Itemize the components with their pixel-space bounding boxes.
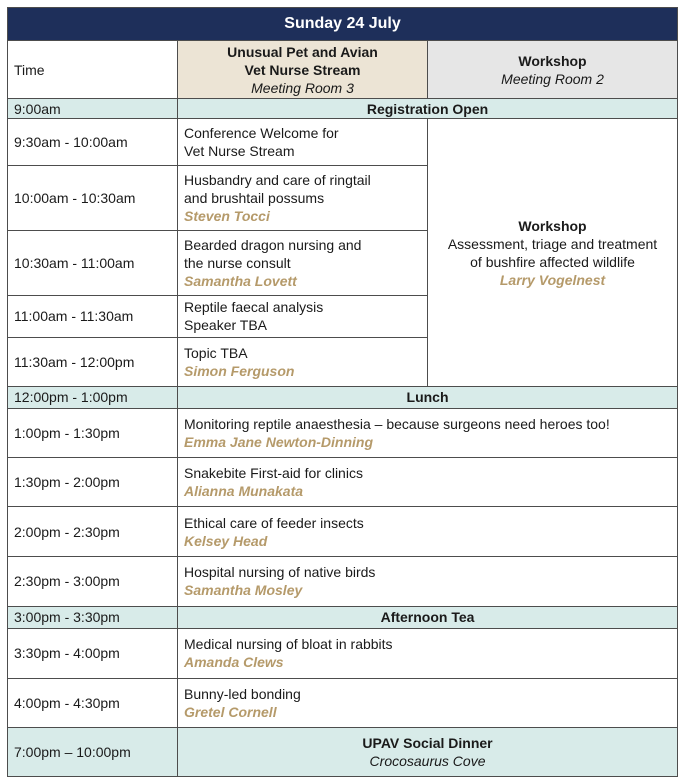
registration-label: Registration Open: [178, 99, 678, 119]
tea-label: Afternoon Tea: [178, 606, 678, 628]
session-time: 1:00pm - 1:30pm: [8, 409, 178, 458]
workshop-title: Workshop: [518, 217, 587, 234]
session-speaker: Steven Tocci: [184, 207, 270, 224]
session-time: 2:30pm - 3:00pm: [8, 557, 178, 607]
session-title-line1: Conference Welcome for: [184, 125, 339, 142]
dinner-cell: [178, 728, 678, 777]
session-speaker: Gretel Cornell: [184, 703, 277, 720]
table-row: [8, 457, 678, 507]
session-speaker: Kelsey Head: [184, 532, 268, 549]
stream-title-line1: Unusual Pet and Avian: [227, 43, 378, 60]
session-time: 1:30pm - 2:00pm: [8, 457, 178, 507]
lunch-time: 12:00pm - 1:00pm: [8, 386, 178, 408]
workshop-room: Meeting Room 2: [501, 70, 604, 87]
session-speaker: Alianna Munakata: [184, 483, 304, 500]
session-time: 10:30am - 11:00am: [8, 230, 178, 295]
session-title-line2: Vet Nurse Stream: [184, 143, 295, 160]
session-speaker: Amanda Clews: [184, 654, 284, 671]
session-title-line2: and brushtail possums: [184, 189, 325, 206]
session-title-line1: Topic TBA: [184, 345, 248, 362]
session-time: 3:30pm - 4:00pm: [8, 628, 178, 678]
workshop-speaker: Larry Vogelnest: [499, 271, 606, 288]
dinner-row: [8, 728, 678, 777]
stream-title-line2: Vet Nurse Stream: [244, 61, 361, 78]
dinner-title: UPAV Social Dinner: [362, 735, 493, 752]
session-title: Hospital nursing of native birds: [184, 564, 376, 581]
session-cell: [178, 557, 678, 607]
time-column-header: Time: [8, 41, 178, 99]
session-cell: [178, 166, 428, 231]
session-speaker: Emma Jane Newton-Dinning: [184, 433, 374, 450]
lunch-label: Lunch: [178, 386, 678, 408]
session-title-line1: Reptile faecal analysis: [184, 299, 324, 316]
session-cell: [178, 457, 678, 507]
table-row: [8, 628, 678, 678]
session-title: Ethical care of feeder insects: [184, 514, 364, 531]
session-cell: [178, 230, 428, 295]
session-cell: [178, 338, 428, 387]
table-row: [8, 557, 678, 607]
session-cell: [178, 409, 678, 458]
session-time: 11:00am - 11:30am: [8, 295, 178, 338]
session-title: Bunny-led bonding: [184, 685, 301, 702]
session-title: Medical nursing of bloat in rabbits: [184, 636, 393, 653]
session-title: Monitoring reptile anaesthesia – because surgeons need heroes too!: [184, 415, 610, 432]
session-time: 4:00pm - 4:30pm: [8, 678, 178, 728]
registration-time: 9:00am: [8, 99, 178, 119]
day-title: Sunday 24 July: [8, 8, 678, 41]
session-title-line1: Husbandry and care of ringtail: [184, 171, 371, 188]
session-cell: [178, 628, 678, 678]
workshop-header-title: Workshop: [518, 52, 587, 69]
session-time: 10:00am - 10:30am: [8, 166, 178, 231]
session-title-line2: Speaker TBA: [184, 317, 268, 334]
session-time: 9:30am - 10:00am: [8, 119, 178, 166]
registration-row: [8, 99, 678, 119]
dinner-venue: Crocosaurus Cove: [369, 753, 486, 770]
session-title-line1: Bearded dragon nursing and: [184, 236, 362, 253]
session-time: 2:00pm - 2:30pm: [8, 507, 178, 557]
lunch-row: [8, 386, 678, 408]
session-speaker: Samantha Lovett: [184, 272, 297, 289]
tea-time: 3:00pm - 3:30pm: [8, 606, 178, 628]
workshop-topic-line1: Assessment, triage and treatment: [447, 235, 658, 252]
workshop-topic-line2: of bushfire affected wildlife: [470, 253, 635, 270]
stream-room: Meeting Room 3: [251, 79, 354, 96]
session-speaker: Samantha Mosley: [184, 582, 303, 599]
session-title-line2: the nurse consult: [184, 254, 291, 271]
session-cell: [178, 295, 428, 338]
session-time: 11:30am - 12:00pm: [8, 338, 178, 387]
table-row: [8, 507, 678, 557]
workshop-column-header: [428, 41, 678, 99]
stream-column-header: [178, 41, 428, 99]
dinner-time: 7:00pm – 10:00pm: [8, 728, 178, 777]
afternoon-tea-row: [8, 606, 678, 628]
table-row: [8, 678, 678, 728]
table-row: [8, 119, 678, 166]
schedule-table: [7, 7, 678, 777]
session-cell: [178, 119, 428, 166]
session-cell: [178, 678, 678, 728]
session-cell: [178, 507, 678, 557]
workshop-session-cell: [428, 119, 678, 386]
table-row: [8, 409, 678, 458]
session-title: Snakebite First-aid for clinics: [184, 465, 363, 482]
session-speaker: Simon Ferguson: [184, 363, 295, 380]
